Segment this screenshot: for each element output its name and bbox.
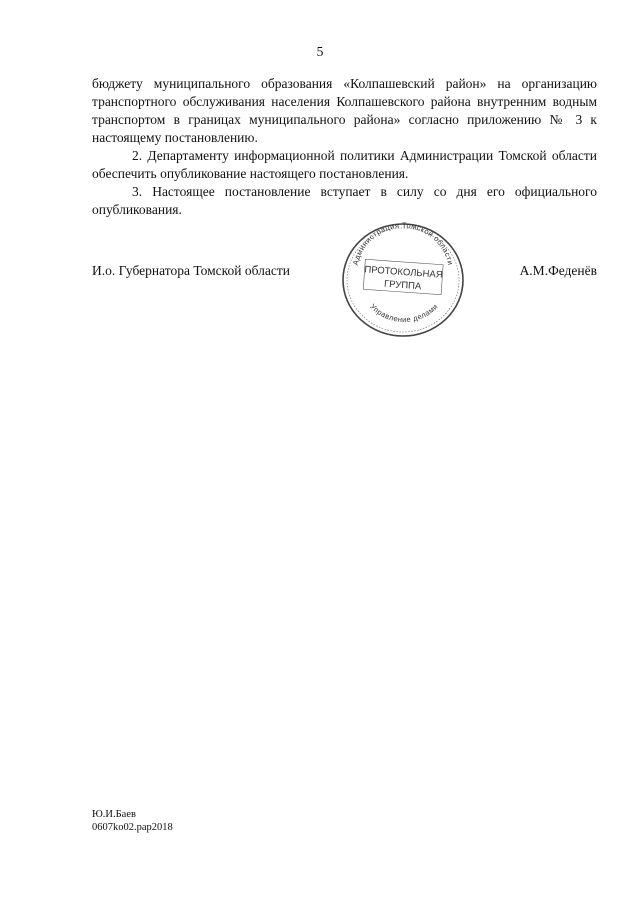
document-body xyxy=(92,75,597,219)
svg-text:Управление делами xyxy=(368,302,439,324)
paragraph-continuation: бюджету муниципального образования «Колпашевский район» на организацию транспортного обслуживания населения Колпашевского района внутренним водным транспортом в границах муниципального района» согласно приложению № 3 к настоящему постановлению. xyxy=(92,76,597,145)
paragraph-item-3: 3. Настоящее постановление вступает в силу со дня его официального опубликования. xyxy=(92,184,597,217)
stamp-seal-icon xyxy=(338,220,468,338)
paragraph-item-2: 2. Департаменту информационной политики Администрации Томской области обеспечить опубликование настоящего постановления. xyxy=(92,148,597,181)
signatory-name: А.М.Феденёв xyxy=(519,263,597,278)
document-footer xyxy=(92,808,173,834)
stamp-outer-text: Администрация Томской области xyxy=(350,220,456,267)
official-stamp xyxy=(338,220,468,338)
signatory-title: И.о. Губернатора Томской области xyxy=(92,263,290,278)
footer-doc-code: 0607ko02.pap2018 xyxy=(92,822,173,833)
page-number: 5 xyxy=(316,44,324,59)
stamp-bottom-text: Управление делами xyxy=(368,301,440,325)
stamp-center-line2: ГРУППА xyxy=(383,278,422,293)
footer-author: Ю.И.Баев xyxy=(92,809,136,820)
stamp-center-line1: ПРОТОКОЛЬНАЯ xyxy=(364,264,443,281)
